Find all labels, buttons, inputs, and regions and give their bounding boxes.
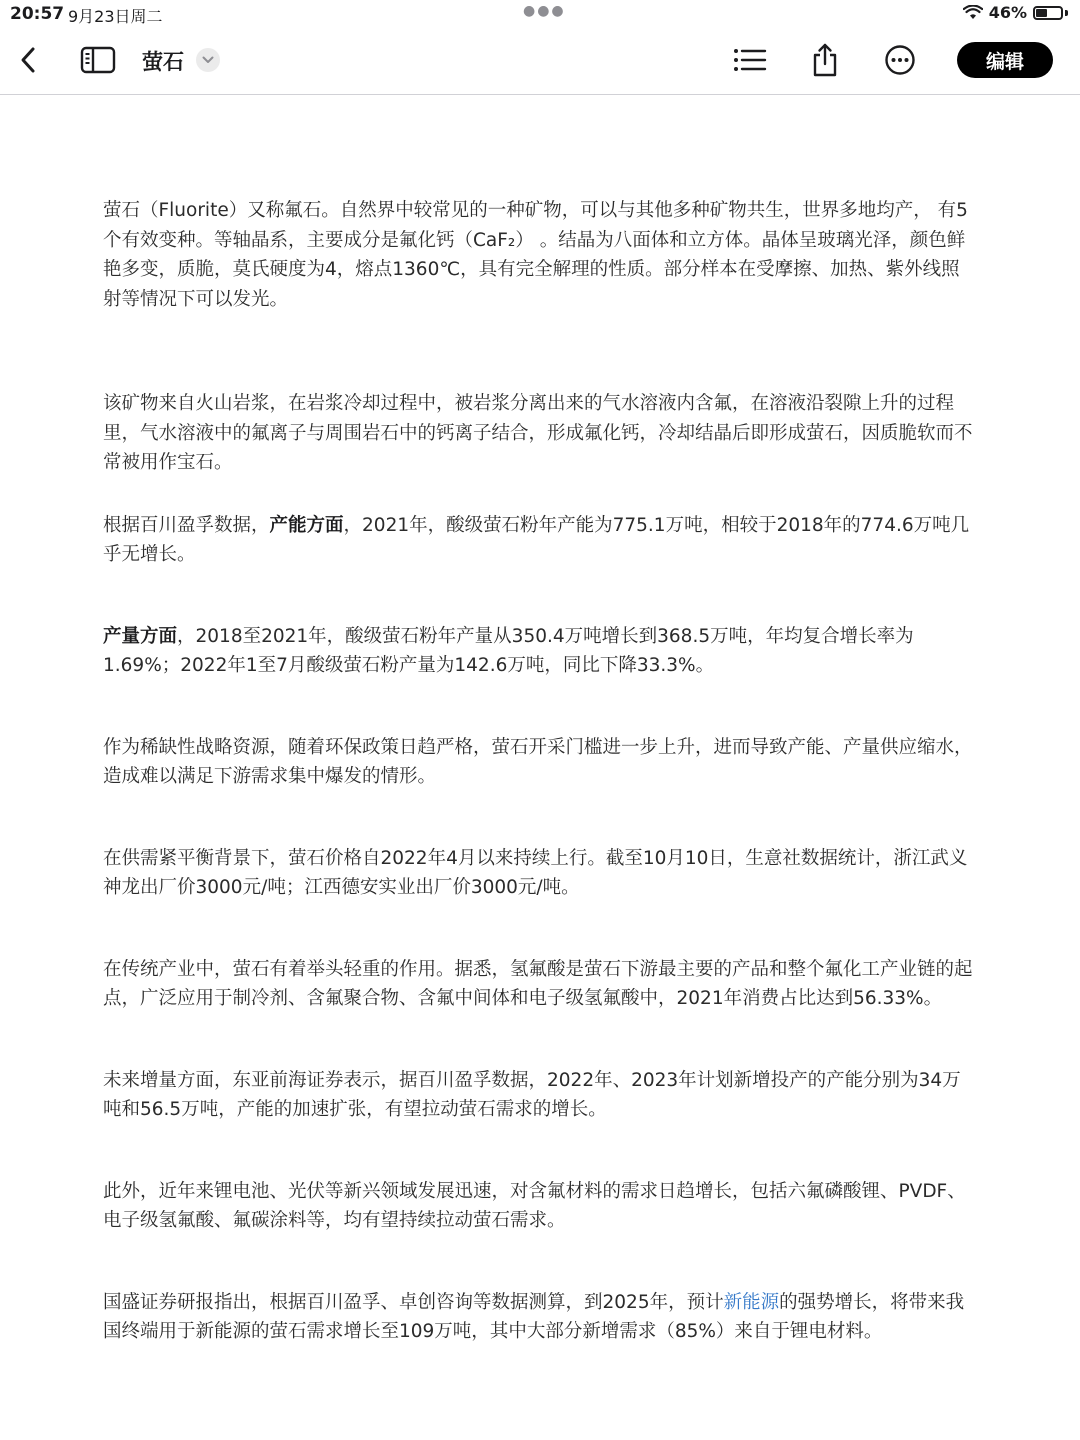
battery-level [1036,9,1047,17]
wifi-icon [963,5,983,20]
list-icon [733,47,767,73]
list-button[interactable] [730,42,770,78]
sidebar-toggle-button[interactable] [78,42,118,78]
battery-cap [1065,10,1068,16]
paragraph-4-bold: 产量方面 [103,625,178,647]
paragraph-10 [103,1288,978,1347]
paragraph-2: 该矿物来自火山岩浆，在岩浆冷却过程中，被岩浆分离出来的气水溶液内含氟，在溶液沿裂隙上升的过程里，气水溶液中的氟离子与周围岩石中的钙离子结合，形成氟化钙，冷却结晶后即形成萤石，因质脆软而不常被用作宝石。 [103,393,973,473]
paragraph-7: 在传统产业中，萤石有着举头轻重的作用。据悉，氢氟酸是萤石下游最主要的产品和整个氟化工产业链的起点，广泛应用于制冷剂、含氟聚合物、含氟中间体和电子级氢氟酸中，2021年消费占比达到56.33%。 [103,958,973,1009]
paragraph-6: 在供需紧平衡背景下，萤石价格自2022年4月以来持续上行。截至10月10日，生意社数据统计，浙江武义神龙出厂价3000元/吨；江西德安实业出厂价3000元/吨。 [103,847,968,898]
paragraph-9: 此外，近年来锂电池、光伏等新兴领域发展迅速，对含氟材料的需求日趋增长，包括六氟磷酸锂、PVDF、电子级氢氟酸、氟碳涂料等，均有望持续拉动萤石需求。 [103,1180,966,1231]
battery-percent: 46% [988,3,1027,22]
edit-button[interactable]: 编辑 [957,42,1053,78]
status-date: 9月23日周二 [68,7,163,26]
navigation-toolbar [0,28,1080,95]
share-icon [811,42,839,78]
new-energy-link[interactable]: 新能源 [723,1291,780,1313]
paragraph-4 [103,622,978,681]
paragraph-10-body: 的强势增长，将带来我国终端用于新能源的萤石需求增长至109万吨，其中大部分新增需求（85%）来自于锂电材料。 [103,1291,965,1342]
more-options-button[interactable] [880,42,920,78]
title-menu-button[interactable] [196,48,220,72]
battery-icon [1033,6,1063,20]
paragraph-3-body: ，2021年，酸级萤石粉年产能为775.1万吨，相较于2018年的774.6万吨几乎无增长。 [103,514,970,565]
multitasking-dots-icon[interactable]: ●●● [523,3,566,19]
status-bar [0,0,1080,28]
share-button[interactable] [805,38,845,82]
status-time: 20:57 [10,4,65,24]
paragraph-3-lead: 根据百川盈孚数据， [103,514,270,536]
document-title[interactable]: 萤石 [142,50,184,74]
paragraph-4-body: ，2018至2021年，酸级萤石粉年产量从350.4万吨增长到368.5万吨，年均复合增长率为1.69%；2022年1至7月酸级萤石粉产量为142.6万吨，同比下降33.3%。 [103,625,914,676]
status-indicators [963,3,1068,22]
note-content[interactable] [103,196,978,1347]
back-chevron-icon [18,46,38,74]
back-button[interactable] [10,42,46,78]
sidebar-icon [80,46,116,74]
paragraph-3-bold: 产能方面 [269,514,344,536]
more-icon [884,44,916,76]
paragraph-8: 未来增量方面，东亚前海证券表示，据百川盈孚数据，2022年、2023年计划新增投产的产能分别为34万吨和56.5万吨，产能的加速扩张，有望拉动萤石需求的增长。 [103,1069,961,1120]
paragraph-10-lead: 国盛证券研报指出，根据百川盈孚、卓创咨询等数据测算，到2025年，预计 [103,1291,724,1313]
paragraph-5: 作为稀缺性战略资源，随着环保政策日趋严格，萤石开采门槛进一步上升，进而导致产能、产量供应缩水，造成难以满足下游需求集中爆发的情形。 [103,736,973,787]
paragraph-1: 萤石（Fluorite）又称氟石。自然界中较常见的一种矿物，可以与其他多种矿物共生，世界多地均产， 有5个有效变种。等轴晶系，主要成分是氟化钙（CaF₂） 。结晶为八面体和立方体。晶体呈玻璃光泽，颜色鲜艳多变，质脆，莫氏硬度为4，熔点1360℃，具有完全解理的性质。部分样本在受摩擦、加热、紫外线照射等情况下可以发光。 [103,200,968,310]
chevron-down-icon [202,56,214,64]
paragraph-3 [103,511,978,570]
